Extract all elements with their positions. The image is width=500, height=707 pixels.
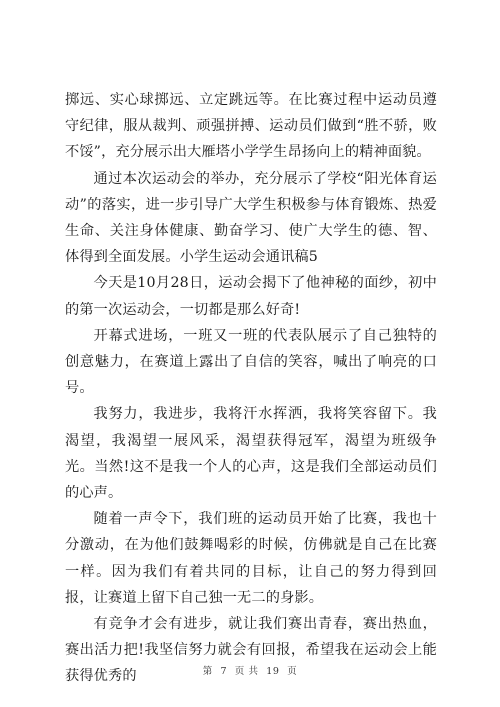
body-paragraph: 随着一声令下，我们班的运动员开始了比赛，我也十分激动，在为他们鼓舞喝彩的时候，仿佛就是自己在比赛一样。因为我们有着共同的目标，让自己的努力得到回报，让赛道上留下自己独一无二的身影。 [65,511,437,606]
body-paragraph: 掷远、实心球掷远、立定跳远等。在比赛过程中运动员遵守纪律，服从裁判、顽强拼搏、运动员们做到“胜不骄，败不馁”，充分展示出大雁塔小学学生昂扬向上的精神面貌。 [65,92,437,161]
body-paragraph: 开幕式进场，一班又一班的代表队展示了自己独特的创意魅力，在赛道上露出了自信的笑容，喊出了响亮的口号。 [65,327,437,397]
document-body [65,87,437,690]
body-paragraph: 今天是10月28日，运动会揭下了他神秘的面纱，初中的第一次运动会，一切都是那么好奇! [65,275,437,318]
footer-prefix: 第 [202,666,213,677]
body-paragraph: 有竞争才会有进步，就让我们赛出青春，赛出热血，赛出活力把!我坚信努力就会有回报，希望我在运动会上能获得优秀的 [65,616,437,685]
footer-middle: 页 共 [234,666,259,677]
page-footer [0,663,500,677]
total-pages: 19 [266,666,280,677]
body-paragraph: 我努力，我进步，我将汗水挥洒，我将笑容留下。我渴望，我渴望一展风采，渴望获得冠军，渴望为班级争光。当然!这不是我一个人的心声，这是我们全部运动员们的心声。 [65,406,437,502]
footer-suffix: 页 [287,666,298,677]
body-paragraph: 通过本次运动会的举办，充分展示了学校“阳光体育运动”的落实，进一步引导广大学生积极参与体育锻炼、热爱生命、关注身体健康、勤奋学习、使广大学生的德、智、体得到全面发展。小学生运动会通讯稿5 [65,170,437,266]
page-number: 7 [220,666,228,677]
